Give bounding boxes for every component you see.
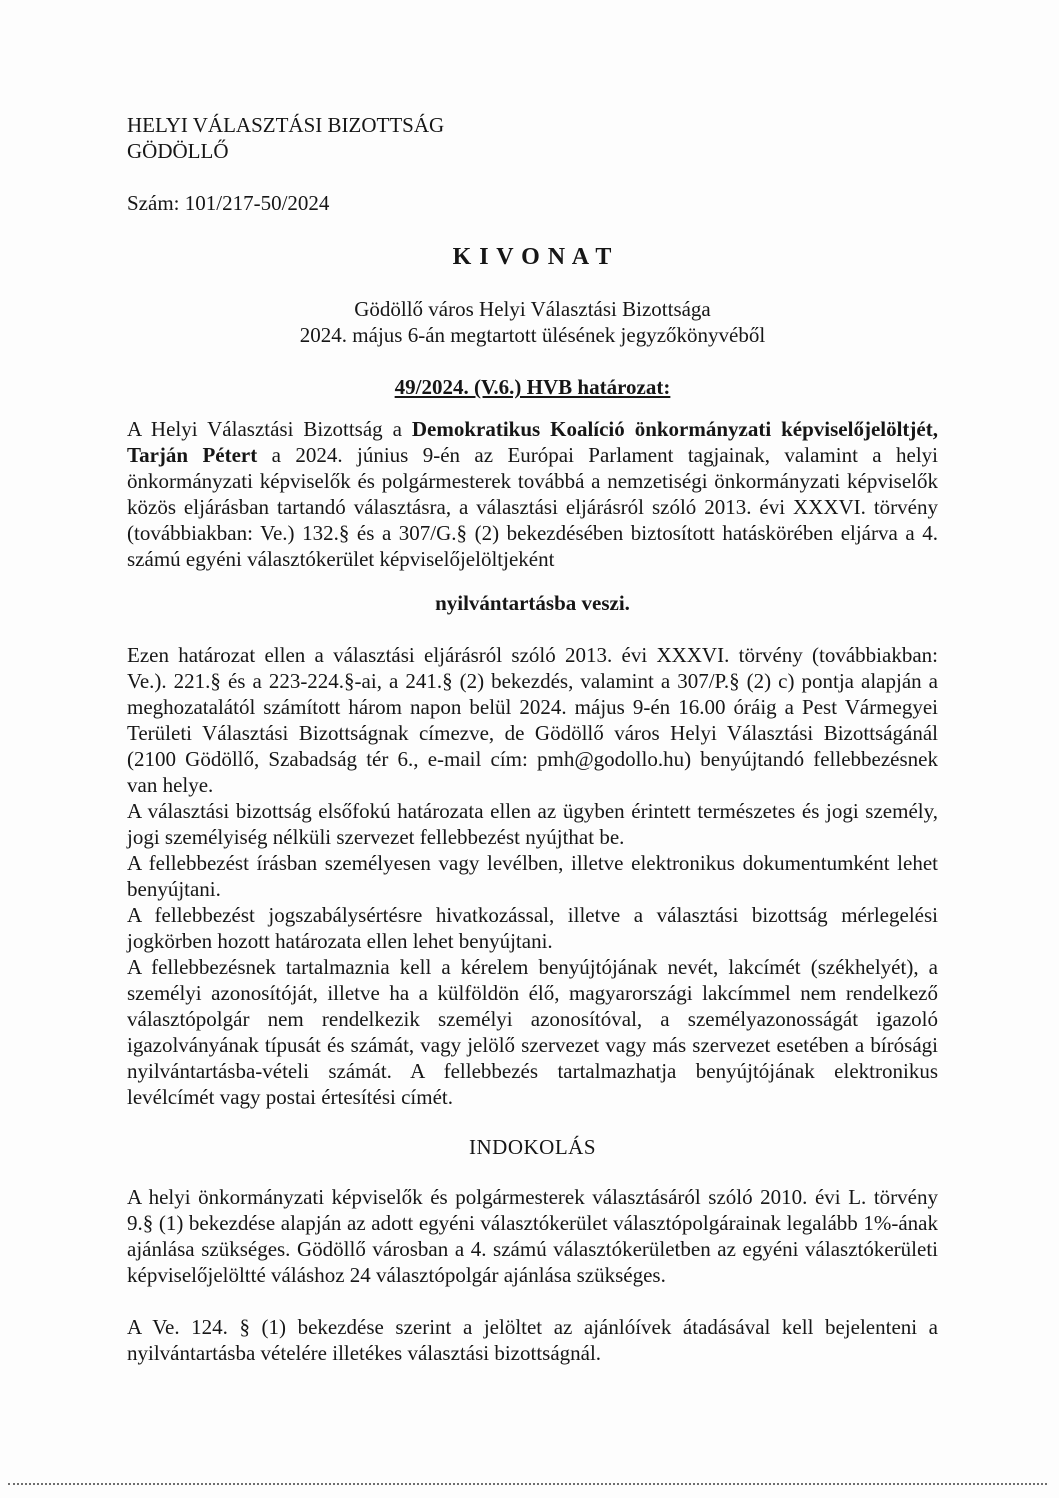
decision-number-heading: 49/2024. (V.6.) HVB határozat: (394, 375, 671, 399)
document-number: Szám: 101/217-50/2024 (127, 191, 330, 215)
session-subtitle (127, 296, 938, 348)
org-city-line: GÖDÖLLŐ (127, 139, 229, 163)
reasoning-paragraph: A Ve. 124. § (1) bekezdése szerint a jelöltet az ajánlóívek átadásával kell bejelenteni a nyilvántartásba vételére illetékes választási bizottságnál. (127, 1315, 938, 1365)
appeal-paragraph: A fellebbezést írásban személyesen vagy levélben, illetve elektronikus dokumentumként lehet benyújtani. (127, 851, 938, 901)
decision-paragraph-rest: a 2024. június 9-én az Európai Parlament tagjainak, valamint a helyi önkormányzati képviselők és polgármesterek továbbá a nemzetiségi önkormányzati képviselők közös eljárásban tartandó választásra, a választási eljárásról szóló 2013. évi XXXVI. törvény (továbbiakban: Ve.) 132.§ és a 307/G.§ (2) bekezdésében biztosított hatáskörében eljárva a 4. számú egyéni választókerület képviselőjelöltjeként (127, 443, 938, 571)
reasoning-paragraph: A helyi önkormányzati képviselők és polgármesterek választásáról szóló 2010. évi L. törvény 9.§ (1) bekezdése alapján az adott egyéni választókerület választópolgárainak legalább 1%-ának ajánlása szükséges. Gödöllő városban a 4. számú választókerületben az egyéni választókerületi képviselőjelöltté váláshoz 24 választópolgár ajánlása szükséges. (127, 1185, 938, 1287)
document-title: K I V O N A T (452, 244, 613, 270)
session-subtitle-line1: Gödöllő város Helyi Választási Bizottsága (354, 297, 711, 321)
appeal-paragraph: A fellebbezést jogszabálysértésre hivatkozással, illetve a választási bizottság mérlegelési jogkörben hozott határozata ellen lehet benyújtani. (127, 903, 938, 953)
org-name-line: HELYI VÁLASZTÁSI BIZOTTSÁG (127, 113, 445, 137)
decision-paragraph (127, 416, 938, 572)
session-subtitle-line2: 2024. május 6-án megtartott ülésének jegyzőkönyvéből (299, 323, 766, 347)
candidate-and-party-bold: Demokratikus Koalíció önkormányzati képviselőjelöltjét, Tarján Pétert (127, 417, 938, 467)
page-bottom-dotted-line (8, 1483, 1047, 1485)
appeal-information-block (127, 642, 938, 1110)
decision-action-statement: nyilvántartásba veszi. (435, 591, 630, 615)
decision-paragraph-prefix: A Helyi Választási Bizottság a (127, 417, 412, 441)
document-header (127, 112, 938, 216)
appeal-paragraph: A fellebbezésnek tartalmaznia kell a kérelem benyújtójának nevét, lakcímét (székhelyét), a személyi azonosítóját, illetve ha a külföldön élő, magyarországi lakcímmel nem rendelkező választópolgár nem rendelkezik személyi azonosítóval, a személyazonosságát igazoló igazolványának típusát és számát, vagy jelölő szervezet vagy más szervezet esetében a bírósági nyilvántartásba-vételi számát. A fellebbezés tartalmazhatja benyújtójának elektronikus levélcímét vagy postai értesítési címét. (127, 955, 938, 1109)
appeal-paragraph: Ezen határozat ellen a választási eljárásról szóló 2013. évi XXXVI. törvény (továbbiakban: Ve.). 221.§ és a 223-224.§-ai, a 241.§ (2) bekezdés, valamint a 307/P.§ (2) c) pontja alapján a meghozatalától számított három napon belül 2024. május 9-én 16.00 óráig a Pest Vármegyei Területi Választási Bizottságnak címezve, de Gödöllő város Helyi Választási Bizottságánál (2100 Gödöllő, Szabadság tér 6., e-mail cím: pmh@godollo.hu) benyújtandó fellebbezésnek van helye. (127, 643, 938, 797)
section-heading-indokolas: INDOKOLÁS (469, 1135, 596, 1159)
appeal-paragraph: A választási bizottság elsőfokú határozata ellen az ügyben érintett természetes és jogi személy, jogi személyiség nélküli szervezet fellebbezést nyújthat be. (127, 799, 938, 849)
